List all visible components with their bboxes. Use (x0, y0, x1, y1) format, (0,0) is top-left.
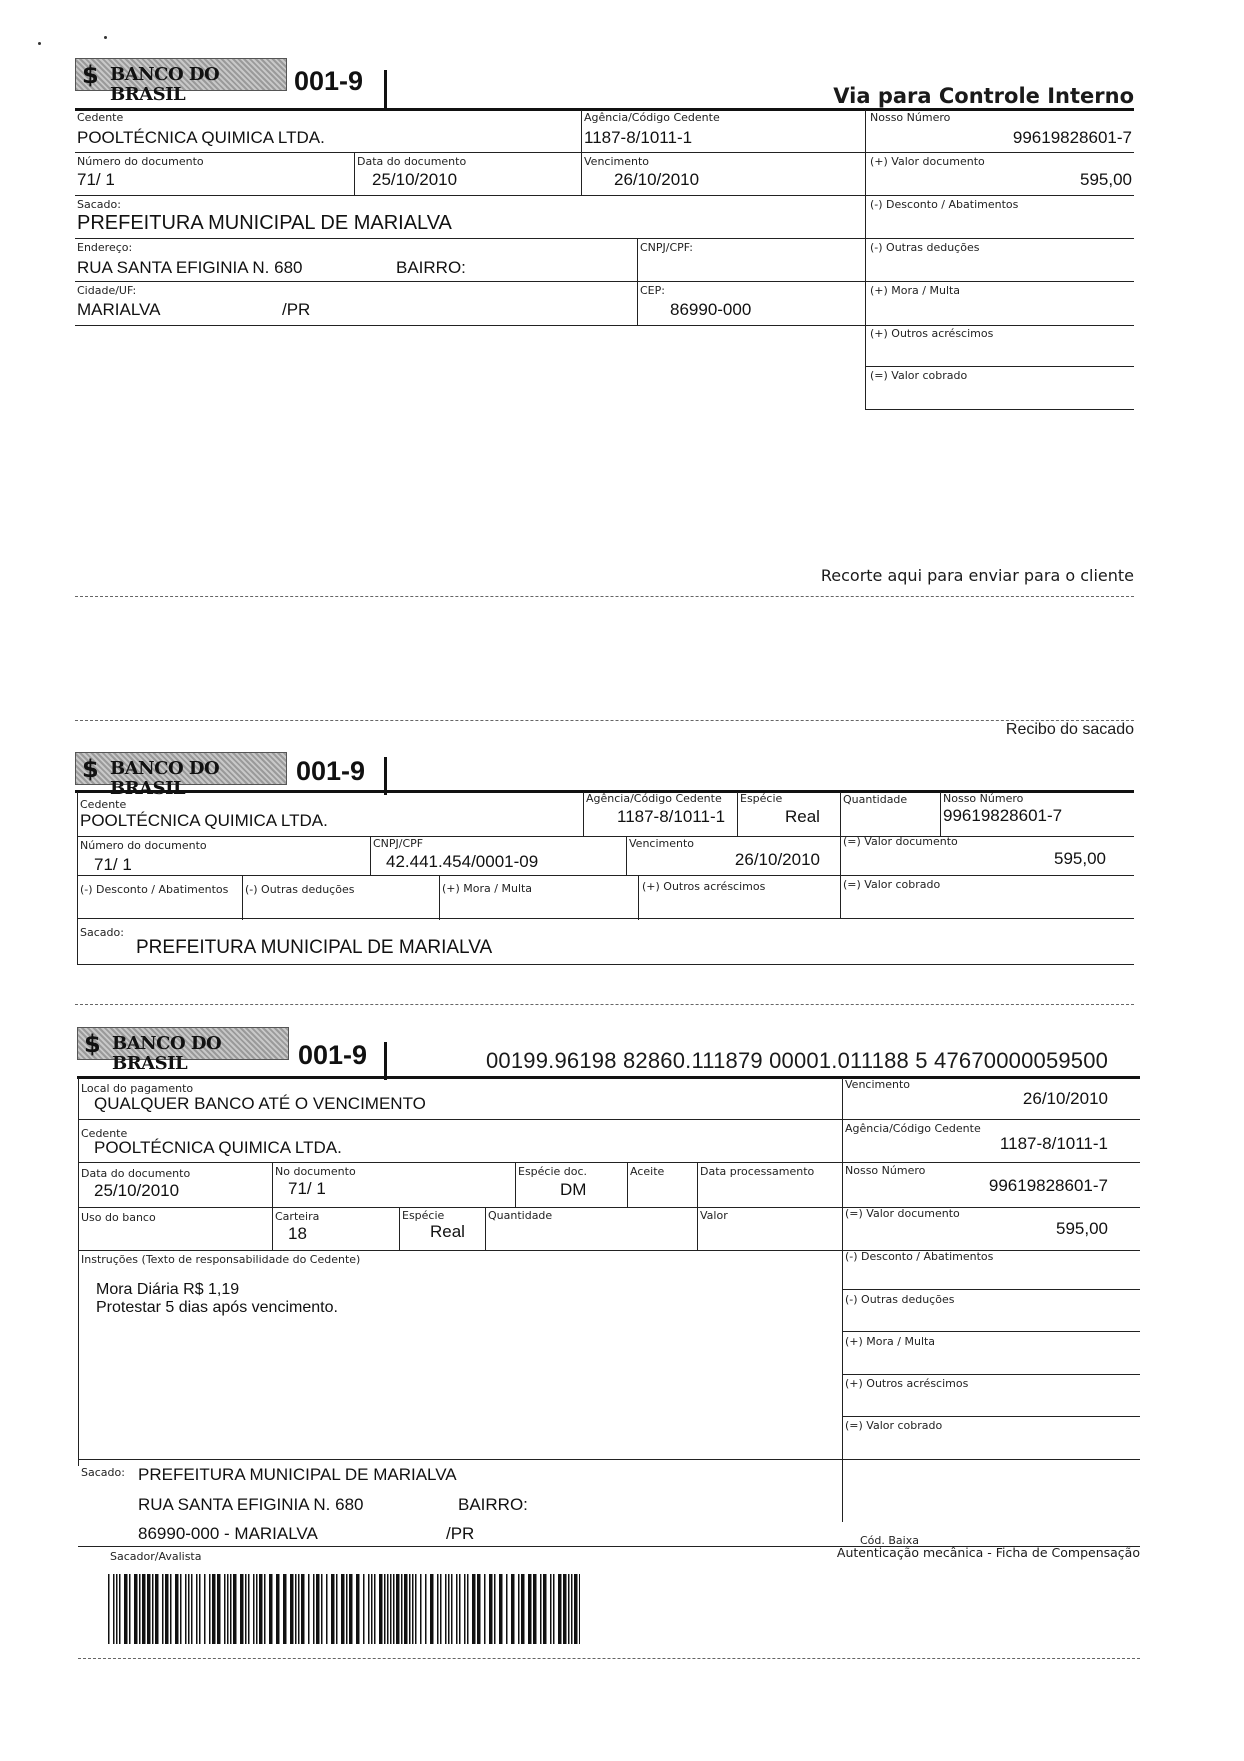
barcode-bar (390, 1574, 392, 1644)
barcode-bar (204, 1574, 206, 1644)
barcode-bar (563, 1574, 567, 1644)
left-border (77, 792, 78, 965)
barcode-bar (384, 1574, 386, 1644)
barcode-bar (326, 1574, 328, 1644)
barcode-bar (456, 1574, 458, 1644)
desconto-label: (-) Desconto / Abatimentos (80, 883, 229, 896)
barcode-bar (152, 1574, 154, 1644)
barcode-bar (472, 1574, 476, 1644)
data-documento-value: 25/10/2010 (94, 1181, 180, 1200)
quantidade-label: Quantidade (843, 793, 908, 806)
col-divider (581, 110, 582, 152)
barcode-bar (579, 1574, 580, 1644)
barcode-bar (224, 1574, 226, 1644)
barcode-bar (528, 1574, 532, 1644)
local-pagamento-value: QUALQUER BANCO ATÉ O VENCIMENTO (94, 1094, 426, 1113)
valor-documento-value: 595,00 (1080, 170, 1132, 189)
uf-value: /PR (282, 300, 311, 319)
cedente-value: POOLTÉCNICA QUIMICA LTDA. (80, 811, 328, 830)
barcode-bar (341, 1574, 345, 1644)
numero-documento-label: Número do documento (77, 155, 204, 168)
row-rule (78, 1162, 1140, 1163)
barcode-bar (180, 1574, 182, 1644)
bank-code: 001-9 (296, 756, 366, 786)
barcode-bar (264, 1574, 266, 1644)
quantidade-label: Quantidade (488, 1209, 553, 1222)
barcode-bar (477, 1574, 481, 1644)
barcode-bar (374, 1574, 376, 1644)
col-divider (354, 153, 355, 195)
barcode-bar (283, 1574, 287, 1644)
mora-label: (+) Mora / Multa (442, 882, 533, 895)
barcode-bar (356, 1574, 360, 1644)
barcode-bar (316, 1574, 320, 1644)
aceite-label: Aceite (630, 1165, 665, 1178)
cnpj-label: CNPJ/CPF (373, 837, 424, 850)
barcode-bar (116, 1574, 118, 1644)
sacado-label: Sacado: (80, 926, 124, 939)
nosso-numero-value: 99619828601-7 (943, 806, 1063, 825)
data-documento-value: 25/10/2010 (372, 170, 458, 189)
barcode-bar (379, 1574, 383, 1644)
barcode-bar (129, 1574, 131, 1644)
sacado-cep-cidade: 86990-000 - MARIALVA (138, 1524, 318, 1543)
barcode-bar (259, 1574, 263, 1644)
col-divider (399, 1208, 400, 1250)
barcode-bar (568, 1574, 570, 1644)
col-divider (840, 792, 841, 919)
barcode-bar (550, 1574, 552, 1644)
barcode-bar (412, 1574, 414, 1644)
row-rule (842, 1289, 1140, 1290)
barcode-bar (499, 1574, 503, 1644)
banco-do-brasil-logo (75, 58, 287, 105)
header-rule (77, 1076, 1140, 1079)
numero-documento-value: 71/ 1 (94, 855, 132, 874)
local-pagamento-label: Local do pagamento (81, 1082, 194, 1095)
barcode-bar (113, 1574, 115, 1644)
vencimento-value: 26/10/2010 (614, 170, 700, 189)
barcode-bar (409, 1574, 411, 1644)
barcode-bar (363, 1574, 365, 1644)
barcode-bar (248, 1574, 250, 1644)
nosso-numero-value: 99619828601-7 (988, 1176, 1108, 1195)
sacado-value: PREFEITURA MUNICIPAL DE MARIALVA (77, 212, 452, 234)
barcode-bar (308, 1574, 310, 1644)
barcode-bar (459, 1574, 461, 1644)
vencimento-label: Vencimento (629, 837, 695, 850)
barcode-bar (165, 1574, 169, 1644)
barcode-bar (430, 1574, 434, 1644)
barcode-bar (230, 1574, 232, 1644)
bank-symbol-icon: $ (82, 61, 99, 89)
col-divider (439, 876, 440, 920)
col-divider (272, 1163, 273, 1207)
valor-label: Valor (700, 1209, 728, 1222)
valor-cobrado-label: (=) Valor cobrado (845, 1419, 943, 1432)
barcode-bar (558, 1574, 562, 1644)
instrucao-protesto: Protestar 5 dias após vencimento. (96, 1299, 338, 1316)
endereco-value: RUA SANTA EFIGINIA N. 680 (77, 258, 303, 277)
recorte-instruction: Recorte aqui para enviar para o cliente (820, 566, 1134, 585)
barcode-bar (415, 1574, 417, 1644)
barcode-bar (425, 1574, 427, 1644)
barcode-bar (489, 1574, 493, 1644)
sacador-avalista-label: Sacador/Avalista (110, 1550, 202, 1563)
barcode-bar (199, 1574, 201, 1644)
col-divider (627, 1163, 628, 1207)
endereco-label: Endereço: (77, 241, 133, 254)
barcode-bar (188, 1574, 190, 1644)
no-documento-value: 71/ 1 (288, 1179, 326, 1198)
carteira-value: 18 (288, 1224, 307, 1243)
col-divider (583, 792, 584, 836)
col-divider (626, 837, 627, 875)
cep-value: 86990-000 (670, 300, 752, 319)
left-border (78, 1078, 79, 1466)
barcode-bar (506, 1574, 508, 1644)
code-divider (384, 1042, 387, 1080)
outras-deducoes-label: (-) Outras deduções (870, 241, 980, 254)
barcode-bar (212, 1574, 216, 1644)
outros-acrescimos-label: (+) Outros acréscimos (870, 327, 994, 340)
desconto-label: (-) Desconto / Abatimentos (845, 1250, 994, 1263)
barcode-bar (209, 1574, 211, 1644)
barcode-bar (540, 1574, 542, 1644)
cidade-value: MARIALVA (77, 300, 161, 319)
row-rule (865, 409, 1134, 410)
row-rule (78, 1119, 1140, 1120)
col-divider (638, 876, 639, 920)
data-documento-label: Data do documento (81, 1167, 191, 1180)
valor-documento-label: (=) Valor documento (845, 1207, 960, 1220)
numero-documento-label: Número do documento (80, 839, 207, 852)
barcode-bar (543, 1574, 547, 1644)
col-divider (370, 837, 371, 875)
especie-value: Real (785, 807, 820, 826)
linha-digitavel: 00199.96198 82860.111879 00001.011188 5 47670000059500 (486, 1048, 1109, 1073)
cut-line[interactable] (75, 720, 1134, 721)
barcode-bar (155, 1574, 159, 1644)
cedente-label: Cedente (77, 111, 124, 124)
barcode-bar (571, 1574, 573, 1644)
col-divider (637, 239, 638, 325)
nosso-numero-value: 99619828601-7 (1012, 128, 1132, 147)
barcode-bar (253, 1574, 255, 1644)
valor-cobrado-label: (=) Valor cobrado (843, 878, 941, 891)
cedente-value: POOLTÉCNICA QUIMICA LTDA. (77, 128, 325, 147)
bank-name: BANCO DO BRASIL (112, 1033, 222, 1074)
vencimento-label: Vencimento (845, 1078, 911, 1091)
barcode-bar (256, 1574, 258, 1644)
barcode-bar (240, 1574, 244, 1644)
barcode-bar (269, 1574, 273, 1644)
barcode-bar (295, 1574, 297, 1644)
mora-label: (+) Mora / Multa (870, 284, 961, 297)
agencia-label: Agência/Código Cedente (584, 111, 720, 124)
vencimento-value: 26/10/2010 (1022, 1089, 1108, 1108)
barcode-bar (494, 1574, 496, 1644)
cut-line[interactable] (75, 1004, 1134, 1005)
instrucoes-label: Instruções (Texto de responsabilidade do Cedente) (81, 1253, 361, 1266)
sacado-value: PREFEITURA MUNICIPAL DE MARIALVA (138, 1465, 457, 1484)
row-rule (842, 1331, 1140, 1332)
barcode-bar (217, 1574, 221, 1644)
valor-documento-value: 595,00 (1054, 849, 1106, 868)
bank-symbol-icon: $ (82, 755, 99, 783)
barcode-bar (404, 1574, 408, 1644)
row-rule (75, 325, 1134, 326)
agencia-value: 1187-8/1011-1 (617, 807, 726, 826)
cedente-label: Cedente (80, 798, 127, 811)
sacado-label: Sacado: (77, 198, 121, 211)
barcode-bar (139, 1574, 141, 1644)
barcode-bar (346, 1574, 348, 1644)
barcode-bar (451, 1574, 453, 1644)
col-divider (940, 792, 941, 836)
barcode-bar (521, 1574, 525, 1644)
barcode-bar (331, 1574, 335, 1644)
barcode (108, 1574, 580, 1644)
vencimento-label: Vencimento (584, 155, 650, 168)
scan-speck (38, 42, 41, 45)
right-column-divider (842, 1078, 843, 1522)
outros-acrescimos-label: (+) Outros acréscimos (642, 880, 766, 893)
barcode-bar (313, 1574, 315, 1644)
especie-doc-label: Espécie doc. (518, 1165, 588, 1178)
banco-do-brasil-logo (75, 752, 287, 799)
valor-documento-label: (=) Valor documento (843, 835, 958, 848)
especie-label: Espécie (402, 1209, 445, 1222)
especie-doc-value: DM (560, 1180, 587, 1199)
bank-code: 001-9 (294, 66, 364, 96)
barcode-bar (191, 1574, 193, 1644)
bank-code: 001-9 (298, 1040, 368, 1070)
recibo-title: Recibo do sacado (1005, 721, 1134, 738)
barcode-bar (175, 1574, 179, 1644)
col-divider (485, 1208, 486, 1250)
mora-label: (+) Mora / Multa (845, 1335, 936, 1348)
barcode-bar (437, 1574, 439, 1644)
barcode-bar (196, 1574, 198, 1644)
barcode-bar (170, 1574, 172, 1644)
outras-deducoes-label: (-) Outras deduções (845, 1293, 955, 1306)
col-divider (515, 1163, 516, 1207)
cut-line[interactable] (75, 596, 1134, 597)
barcode-bar (396, 1574, 400, 1644)
cedente-label: Cedente (81, 1127, 128, 1140)
barcode-bar (371, 1574, 373, 1644)
vencimento-value: 26/10/2010 (734, 850, 820, 869)
row-rule (75, 195, 1134, 196)
no-documento-label: No documento (275, 1165, 356, 1178)
barcode-bar (276, 1574, 280, 1644)
agencia-value: 1187-8/1011-1 (584, 128, 693, 147)
col-divider (242, 876, 243, 920)
instrucao-mora: Mora Diária R$ 1,19 (96, 1281, 240, 1298)
bank-name: BANCO DO BRASIL (110, 758, 220, 799)
sacado-endereco: RUA SANTA EFIGINIA N. 680 (138, 1495, 364, 1514)
bank-name: BANCO DO BRASIL (110, 64, 220, 105)
nosso-numero-label: Nosso Número (943, 792, 1024, 805)
row-rule (75, 238, 1134, 239)
row-rule (78, 1459, 1140, 1460)
barcode-bar (134, 1574, 138, 1644)
scan-speck (104, 36, 107, 39)
barcode-bar (387, 1574, 389, 1644)
barcode-bar (298, 1574, 300, 1644)
banco-do-brasil-logo (77, 1027, 289, 1074)
sacado-value: PREFEITURA MUNICIPAL DE MARIALVA (136, 937, 493, 958)
barcode-bar (321, 1574, 323, 1644)
cod-baixa-label: Cód. Baixa (860, 1534, 919, 1547)
col-divider (272, 1208, 273, 1250)
barcode-bar (233, 1574, 237, 1644)
barcode-bar (368, 1574, 370, 1644)
col-divider (581, 153, 582, 195)
cut-line[interactable] (78, 1658, 1140, 1659)
barcode-bar (147, 1574, 151, 1644)
barcode-bar (467, 1574, 469, 1644)
cep-label: CEP: (640, 284, 665, 297)
row-rule (75, 281, 1134, 282)
right-column-divider (865, 110, 866, 410)
barcode-bar (484, 1574, 486, 1644)
outras-deducoes-label: (-) Outras deduções (245, 883, 355, 896)
row-rule (865, 366, 1134, 367)
row-rule (842, 1416, 1140, 1417)
agencia-value: 1187-8/1011-1 (999, 1134, 1108, 1153)
barcode-bar (393, 1574, 395, 1644)
agencia-label: Agência/Código Cedente (845, 1122, 981, 1135)
barcode-bar (124, 1574, 128, 1644)
sacado-uf: /PR (446, 1524, 475, 1543)
row-rule (75, 152, 1134, 153)
barcode-bar (245, 1574, 247, 1644)
barcode-bar (448, 1574, 450, 1644)
especie-label: Espécie (740, 792, 783, 805)
uso-do-banco-label: Uso do banco (81, 1211, 156, 1224)
especie-value: Real (430, 1222, 465, 1241)
outros-acrescimos-label: (+) Outros acréscimos (845, 1377, 969, 1390)
barcode-bar (420, 1574, 422, 1644)
barcode-bar (336, 1574, 338, 1644)
numero-documento-value: 71/ 1 (77, 170, 115, 189)
barcode-bar (445, 1574, 447, 1644)
cnpj-label: CNPJ/CPF: (640, 241, 693, 254)
cedente-value: POOLTÉCNICA QUIMICA LTDA. (94, 1138, 342, 1157)
barcode-bar (185, 1574, 187, 1644)
row-rule (77, 918, 1134, 919)
barcode-bar (290, 1574, 294, 1644)
cnpj-value: 42.441.454/0001-09 (386, 852, 539, 871)
barcode-bar (301, 1574, 305, 1644)
barcode-bar (511, 1574, 515, 1644)
row-rule (77, 875, 1134, 876)
barcode-bar (162, 1574, 164, 1644)
sacado-bairro: BAIRRO: (458, 1495, 528, 1514)
bank-symbol-icon: $ (84, 1030, 101, 1058)
barcode-bar (574, 1574, 578, 1644)
barcode-bar (349, 1574, 353, 1644)
barcode-bar (108, 1574, 110, 1644)
row-rule (842, 1374, 1140, 1375)
col-divider (737, 792, 738, 836)
barcode-bar (142, 1574, 146, 1644)
row-rule (78, 1207, 1140, 1208)
data-documento-label: Data do documento (357, 155, 467, 168)
nosso-numero-label: Nosso Número (870, 111, 951, 124)
barcode-bar (518, 1574, 520, 1644)
bairro-value: BAIRRO: (396, 258, 466, 277)
data-processamento-label: Data processamento (700, 1165, 815, 1178)
carteira-label: Carteira (275, 1210, 320, 1223)
row-rule (77, 836, 1134, 837)
desconto-label: (-) Desconto / Abatimentos (870, 198, 1019, 211)
valor-cobrado-label: (=) Valor cobrado (870, 369, 968, 382)
autenticacao-mecanica: Autenticação mecânica - Ficha de Compensação (836, 1545, 1140, 1560)
valor-documento-value: 595,00 (1056, 1219, 1108, 1238)
code-divider (384, 70, 387, 108)
barcode-bar (401, 1574, 403, 1644)
row-rule (77, 964, 1134, 965)
barcode-bar (464, 1574, 466, 1644)
barcode-bar (533, 1574, 537, 1644)
barcode-bar (553, 1574, 555, 1644)
nosso-numero-label: Nosso Número (845, 1164, 926, 1177)
via-title: Via para Controle Interno (833, 84, 1134, 108)
cidade-label: Cidade/UF: (77, 284, 137, 297)
sacado-label: Sacado: (81, 1466, 125, 1479)
barcode-bar (119, 1574, 121, 1644)
barcode-bar (440, 1574, 442, 1644)
barcode-bar (227, 1574, 229, 1644)
agencia-label: Agência/Código Cedente (586, 792, 722, 805)
valor-documento-label: (+) Valor documento (870, 155, 985, 168)
